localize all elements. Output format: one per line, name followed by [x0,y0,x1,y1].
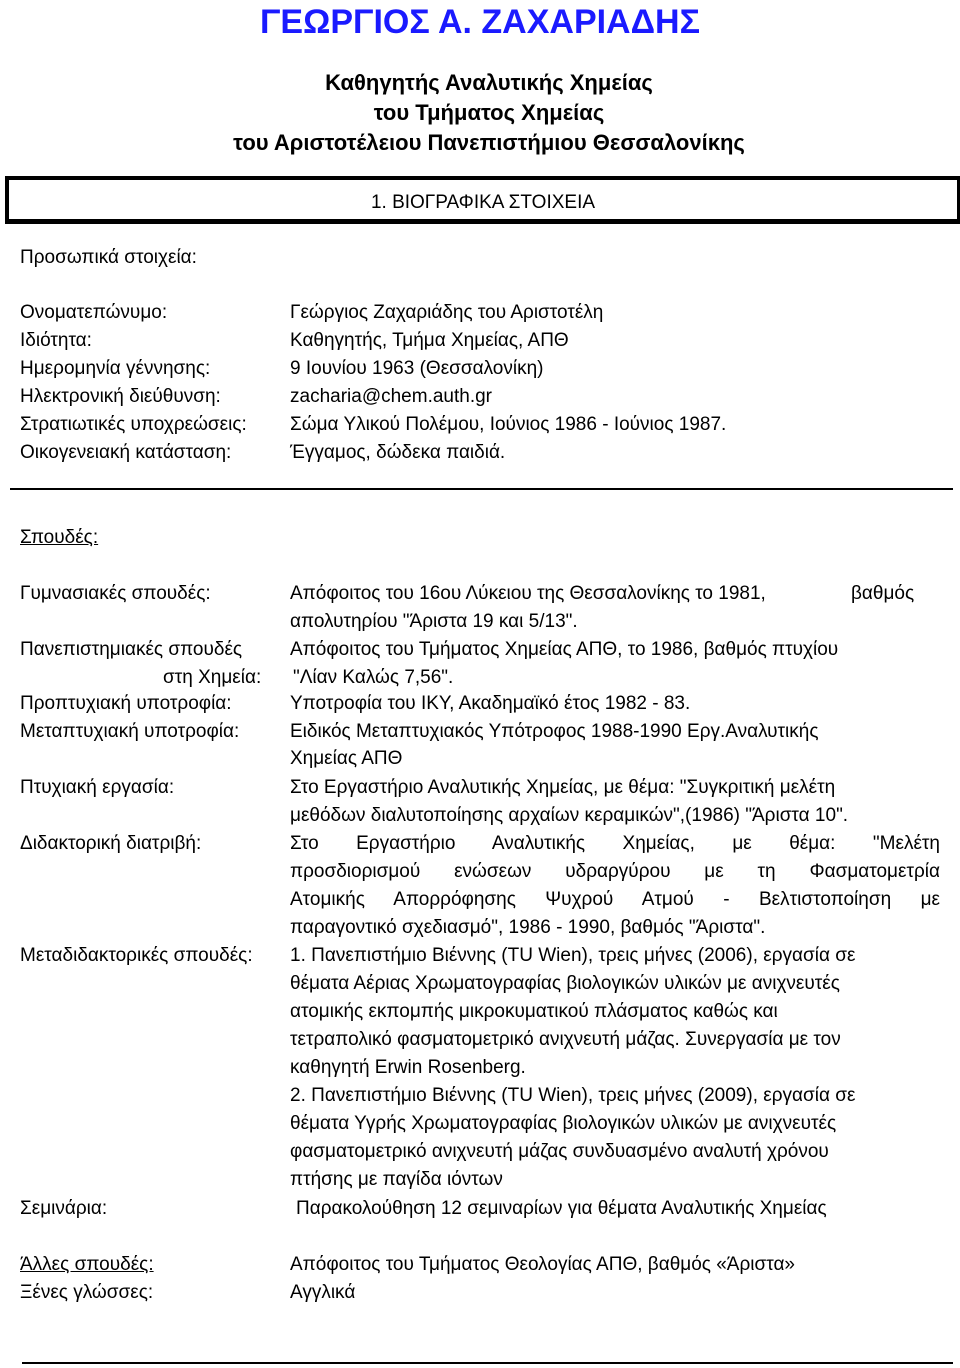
personal-label: Ιδιότητα: [20,330,92,351]
university-label-cont: στη Χημεία: [163,667,262,688]
other-studies-value: Απόφοιτος του Τμήματος Θεολογίας ΑΠΘ, βαθμός «Άριστα» [290,1254,796,1275]
personal-label: Ονοματεπώνυμο: [20,302,168,323]
undergrad-scholarship-label: Προπτυχιακή υποτροφία: [20,693,232,714]
gymnasium-value-line: Απόφοιτος του 16ου Λύκειου της Θεσσαλονίκης το 1981, [290,583,766,604]
languages-label: Ξένες γλώσσες: [20,1282,154,1303]
email-value: zacharia@chem.auth.gr [290,386,492,407]
gymnasium-value-line-end: βαθμός [851,583,915,604]
postdoc-label: Μεταδιδακτορικές σπουδές: [20,945,253,966]
diploma-thesis-label: Πτυχιακή εργασία: [20,777,175,798]
other-studies-heading: Άλλες σπουδές: [20,1254,154,1275]
document-title: ΓΕΩΡΓΙΟΣ Α. ΖΑΧΑΡΙΑΔΗΣ [259,3,701,41]
undergrad-scholarship-value: Υποτροφία του ΙΚΥ, Ακαδημαϊκό έτος 1982 - 83. [290,693,691,714]
postdoc-value-line: θέματα Υγρής Χρωματογραφίας βιολογικών υλικών με ανιχνευτές [290,1113,837,1134]
subtitle-line-3: του Αριστοτέλειου Πανεπιστήμιου Θεσσαλονίκης [233,130,745,155]
personal-value: 9 Ιουνίου 1963 (Θεσσαλονίκη) [290,358,544,379]
phd-value-line: Ατομικής Απορρόφησης Ψυχρού Ατμού - Βελτιστοποίηση με [290,889,940,910]
seminars-label: Σεμινάρια: [20,1198,108,1219]
gymnasium-label: Γυμνασιακές σπουδές: [20,583,211,604]
postdoc-value-line: καθηγητή Erwin Rosenberg. [290,1057,526,1078]
languages-value: Αγγλικά [290,1282,356,1303]
section-banner-title: 1. ΒΙΟΓΡΑΦΙΚΑ ΣΤΟΙΧΕΙΑ [370,192,596,213]
postdoc-value-line: φασματομετρικό ανιχνευτή μάζας συνδυασμένο αναλυτή χρόνου [290,1141,829,1162]
postgrad-scholarship-value-line: Ειδικός Μεταπτυχιακός Υπότροφος 1988-1990 Εργ.Αναλυτικής [290,721,819,742]
personal-label: Οικογενειακή κατάσταση: [20,442,232,463]
postdoc-value-line: θέματα Αέριας Χρωματογραφίας βιολογικών υλικών με ανιχνευτές [290,973,840,994]
postdoc-value-line: 1. Πανεπιστήμιο Βιέννης (TU Wien), τρεις μήνες (2006), εργασία σε [290,945,856,966]
personal-label: Στρατιωτικές υποχρεώσεις: [20,414,247,435]
personal-label: Ημερομηνία γέννησης: [20,358,211,379]
subtitle-line-1: Καθηγητής Αναλυτικής Χημείας [325,70,653,95]
university-value-line: Απόφοιτος του Τμήματος Χημείας ΑΠΘ, το 1986, βαθμός πτυχίου [290,639,839,660]
personal-heading: Προσωπικά στοιχεία: [20,247,197,268]
seminars-value: Παρακολούθηση 12 σεμιναρίων για θέματα Αναλυτικής Χημείας [296,1198,827,1219]
postdoc-value-line: τετραπολικό φασματομετρικό ανιχνευτή μάζας. Συνεργασία με τον [290,1029,841,1050]
personal-value: Καθηγητής, Τμήμα Χημείας, ΑΠΘ [290,330,569,351]
postgrad-scholarship-label: Μεταπτυχιακή υποτροφία: [20,721,240,742]
section-banner [5,176,960,224]
subtitle-line-2: του Τμήματος Χημείας [373,100,605,125]
gymnasium-value-line: απολυτηρίου "Άριστα 19 και 5/13". [290,611,578,632]
diploma-thesis-value-line: μεθόδων διαλυτοποίησης αρχαίων κεραμικών",(1986) "Άριστα 10". [290,805,849,826]
personal-label: Ηλεκτρονική διεύθυνση: [20,386,221,407]
university-value-line: "Λίαν Καλώς 7,56". [293,667,454,688]
postgrad-scholarship-value-line: Χημείας ΑΠΘ [290,748,403,769]
personal-value: Σώμα Υλικού Πολέμου, Ιούνιος 1986 - Ιούνιος 1987. [290,414,727,435]
postdoc-value-line: 2. Πανεπιστήμιο Βιέννης (TU Wien), τρεις μήνες (2009), εργασία σε [290,1085,856,1106]
personal-value: Έγγαμος, δώδεκα παιδιά. [290,442,506,463]
diploma-thesis-value-line: Στο Εργαστήριο Αναλυτικής Χημείας, με θέμα: "Συγκριτική μελέτη [290,777,836,798]
personal-value: Γεώργιος Ζαχαριάδης του Αριστοτέλη [290,302,604,323]
postdoc-value-line: πτήσης με παγίδα ιόντων [290,1169,503,1190]
phd-value-line: παραγοντικό σχεδιασμό", 1986 - 1990, βαθμός "Άριστα". [290,917,766,938]
university-label: Πανεπιστημιακές σπουδές [20,639,243,660]
postdoc-value-line: ατομικής εκπομπής μικροκυματικού πλάσματος καθώς και [290,1001,778,1022]
studies-heading: Σπουδές: [20,527,99,548]
phd-value-line: Στο Εργαστήριο Αναλυτικής Χημείας, με θέμα: "Μελέτη [290,833,940,854]
divider [10,488,953,490]
divider [22,1362,953,1364]
phd-value-line: προσδιορισμού ενώσεων υδραργύρου με τη Φασματομετρία [290,861,940,882]
phd-label: Διδακτορική διατριβή: [20,833,202,854]
